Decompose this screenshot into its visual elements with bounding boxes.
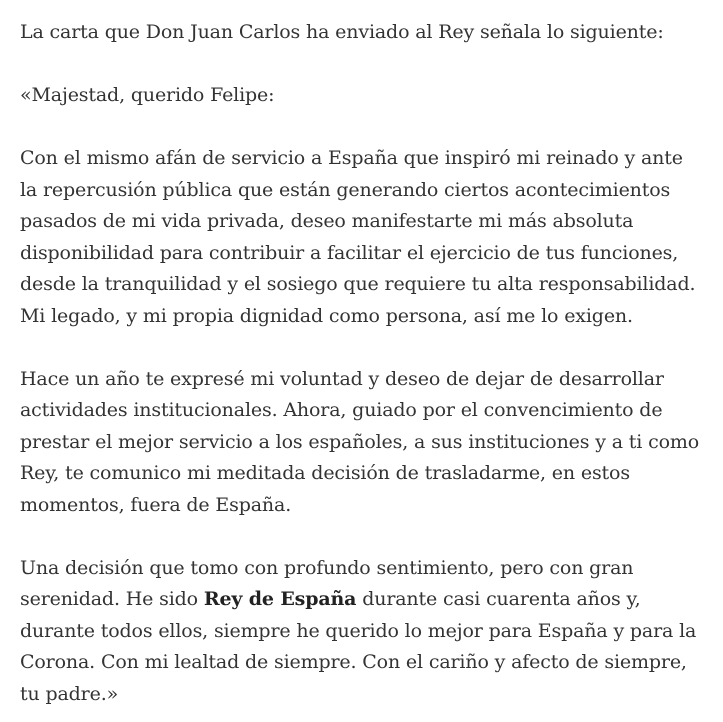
paragraph-line: Una decisión que tomo con profundo sentimiento, pero con gran: [20, 556, 634, 579]
salutation-paragraph: [20, 80, 720, 112]
paragraph-line: la repercusión pública que están generando ciertos acontecimientos: [20, 178, 671, 201]
paragraph-line: Corona. Con mi lealtad de siempre. Con el cariño y afecto de siempre,: [20, 651, 687, 673]
paragraph-line: durante todos ellos, siempre he querido lo mejor para España y para la: [20, 619, 697, 642]
paragraph-line: desde la tranquilidad y el sosiego que requiere tu alta responsabilidad.: [20, 273, 696, 295]
paragraph-line: prestar el mejor servicio a los españoles, a sus instituciones y a ti como: [20, 430, 700, 453]
paragraph-line: Rey, te comunico mi meditada decisión de trasladarme, en estos: [20, 462, 630, 484]
paragraph-line: Mi legado, y mi propia dignidad como persona, así me lo exigen.: [20, 304, 633, 327]
text-segment: durante casi cuarenta años y,: [356, 588, 641, 610]
paragraph-2: [20, 364, 720, 522]
paragraph-line: pasados de mi vida privada, deseo manifestarte mi más absoluta: [20, 210, 634, 232]
salutation-line: «Majestad, querido Felipe:: [20, 84, 275, 106]
paragraph-line: Con el mismo afán de servicio a España que inspiró mi reinado y ante: [20, 147, 683, 169]
paragraph-line: actividades institucionales. Ahora, guiado por el convencimiento de: [20, 399, 663, 421]
text-segment: serenidad. He sido: [20, 588, 204, 610]
bold-title-text: Rey de España: [203, 588, 357, 610]
intro-line: La carta que Don Juan Carlos ha enviado al Rey señala lo siguiente:: [20, 21, 664, 43]
paragraph-line: Hace un año te expresé mi voluntad y deseo de dejar de desarrollar: [20, 367, 664, 390]
intro-paragraph: [20, 17, 720, 49]
paragraph-1: [20, 143, 720, 332]
paragraph-line: momentos, fuera de España.: [20, 493, 292, 516]
signature-line: tu padre.»: [20, 682, 119, 705]
paragraph-line: [20, 584, 720, 616]
paragraph-line: disponibilidad para contribuir a facilitar el ejercicio de tus funciones,: [20, 241, 679, 264]
paragraph-3: [20, 553, 720, 711]
